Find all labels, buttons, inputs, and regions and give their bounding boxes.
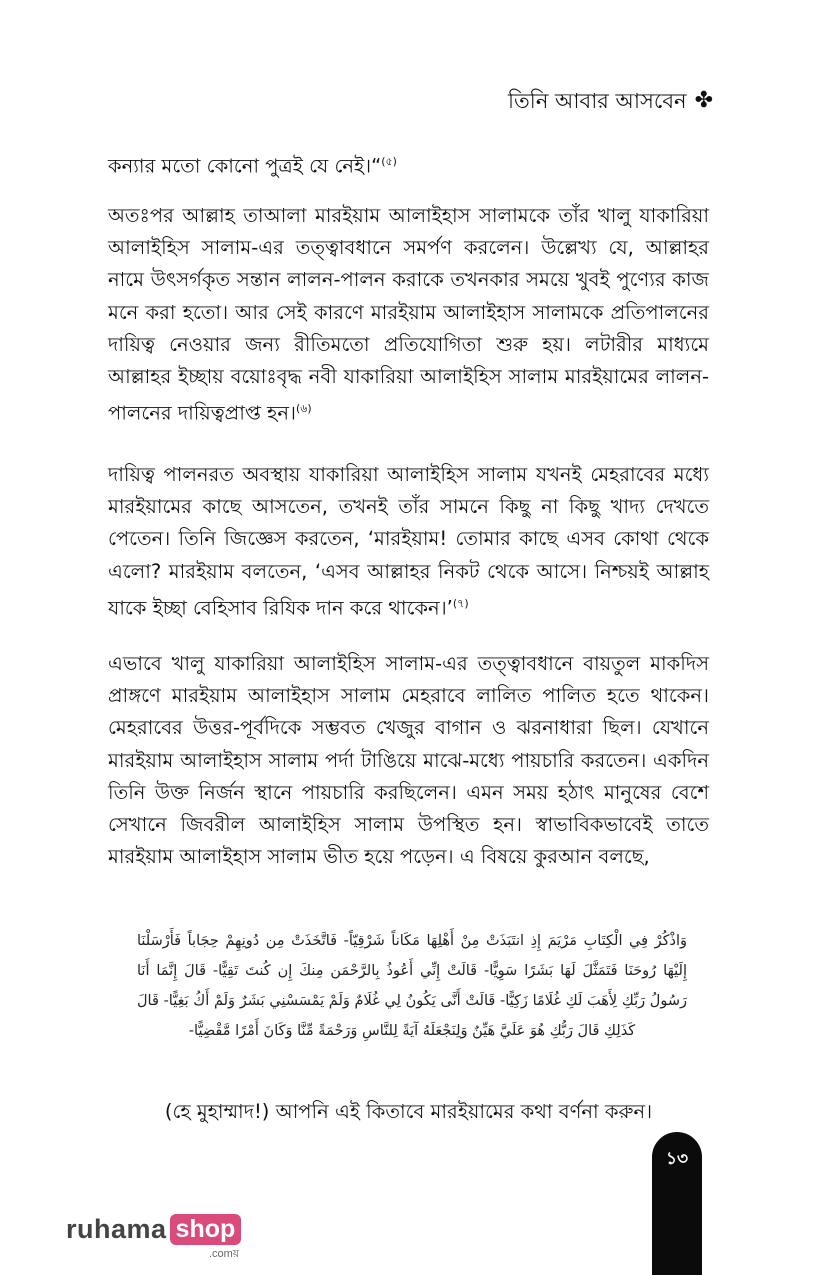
paragraph-text: দায়িত্ব পালনরত অবস্থায় যাকারিয়া আলাইহিস সালাম যখনই মেহরাবের মধ্যে মারইয়ামের কাছে আসতেন, তখনই তাঁর সামনে কিছু না কিছু খাদ্য দেখতে পেতেন। তিনি জিজ্ঞেস করতেন, ‘মারইয়াম! তোমার কাছে এসব কোথা থেকে এলো? মারইয়াম বলতেন, ‘এসব আল্লাহর নিকট থেকে আসে। নিশ্চয়ই আল্লাহ যাকে ইচ্ছা বেহিসাব রিযিক দান করে থাকেন।’: [108, 463, 709, 620]
watermark-domain: .comয়: [208, 1248, 240, 1260]
footnote-ref[interactable]: (৬): [295, 402, 312, 416]
page-number-tab: [652, 1132, 702, 1275]
paragraph-text: অতঃপর আল্লাহ তাআলা মারইয়াম আলাইহাস সালামকে তাঁর খালু যাকারিয়া আলাইহিস সালাম-এর তত্ত্বাবধানে সমর্পণ করলেন। উল্লেখ্য যে, আল্লাহর নামে উৎসর্গকৃত সন্তান লালন-পালন করাকে তখনকার সময়ে খুবই পুণ্যের কাজ মনে করা হতো। আর সেই কারণে মারইয়াম আলাইহাস সালামকে প্রতিপালনের দায়িত্ব নেওয়ার জন্য রীতিমতো প্রতিযোগিতা শুরু হয়। লটারীর মাধ্যমে আল্লাহর ইচ্ছায় বয়োঃবৃদ্ধ নবী যাকারিয়া আলাইহিস সালাম মারইয়ামের লালন-পালনের দায়িত্বপ্রাপ্ত হন।: [108, 204, 709, 425]
watermark-brand: ruhama: [66, 1214, 167, 1244]
running-header: [508, 86, 713, 116]
ornament-icon: ✤: [694, 88, 713, 113]
paragraph-text: এভাবে খালু যাকারিয়া আলাইহিস সালাম-এর তত্ত্বাবধানে বায়তুল মাকদিস প্রাঙ্গণে মারইয়াম আলাইহাস সালাম মেহরাবে লালিত পালিত হতে থাকেন। মেহরাবের উত্তর-পূর্বদিকে সম্ভবত খেজুর বাগান ও ঝরনাধারা ছিল। যেখানে মারইয়াম আলাইহাস সালাম পর্দা টাঙিয়ে মাঝে-মধ্যে পায়চারি করতেন। একদিন তিনি উক্ত নির্জন স্থানে পায়চারি করছিলেন। এমন সময় হঠাৎ মানুষের বেশে সেখানে জিবরীল আলাইহিস সালাম উপস্থিত হন। স্বাভাবিকভাবেই তাতে মারইয়াম আলাইহাস সালাম ভীত হয়ে পড়েন। এ বিষয়ে কুরআন বলছে,: [108, 652, 709, 869]
paragraph: [108, 648, 709, 873]
footnote-ref[interactable]: (৭): [452, 596, 469, 610]
paragraph: [108, 200, 709, 430]
paragraph-text: কন্যার মতো কোনো পুত্রই যে নেই।“: [108, 154, 382, 178]
verse-translation: (হে মুহাম্মাদ!) আপনি এই কিতাবে মারইয়ামের কথা বর্ণনা করুন।: [164, 1100, 653, 1123]
chapter-title: তিনি আবার আসবেন: [508, 89, 687, 113]
watermark-logo: [66, 1214, 241, 1260]
paragraph: [108, 146, 709, 183]
watermark-shop-box: [170, 1214, 242, 1260]
paragraph: [108, 459, 709, 625]
watermark-shop: shop: [170, 1214, 242, 1245]
page-number: ১৩: [665, 1149, 689, 1169]
footnote-ref[interactable]: (৫): [381, 155, 397, 168]
quran-verse: وَاذْكُرْ فِي الْكِتَابِ مَرْيَمَ إِذِ انتَبَذَتْ مِنْ أَهْلِهَا مَكَاناً شَرْقِيّاً- فَاتَّخَذَتْ مِن دُونِهِمْ حِجَاباً فَأَرْسَلْنَا إِلَيْهَا رُوحَنَا فَتَمَثَّلَ لَهَا بَشَرًا سَوِيًّا- قَالَتْ إِنِّي أَعُوذُ بِالرَّحْمَن مِنكَ إِن كُنتَ تَقِيًّا- قَالَ إِنَّمَا أَنَا رَسُولُ رَبِّكِ لِأَهَبَ لَكِ غُلَامًا زَكِيًّا- قَالَتْ أَنَّى يَكُونُ لِي غُلَامٌ وَلَمْ يَمْسَسْنِي بَشَرٌ وَلَمْ أَكُ بَغِيًّا- قَالَ كَذَلِكِ قَالَ رَبُّكِ هُوَ عَلَيَّ هَيِّنٌ وَلِنَجْعَلَهُ آيَةً لِلنَّاسِ وَرَحْمَةً مِّنَّا وَكَانَ أَمْرًا مَّقْضِيًّا-: [137, 933, 687, 1039]
